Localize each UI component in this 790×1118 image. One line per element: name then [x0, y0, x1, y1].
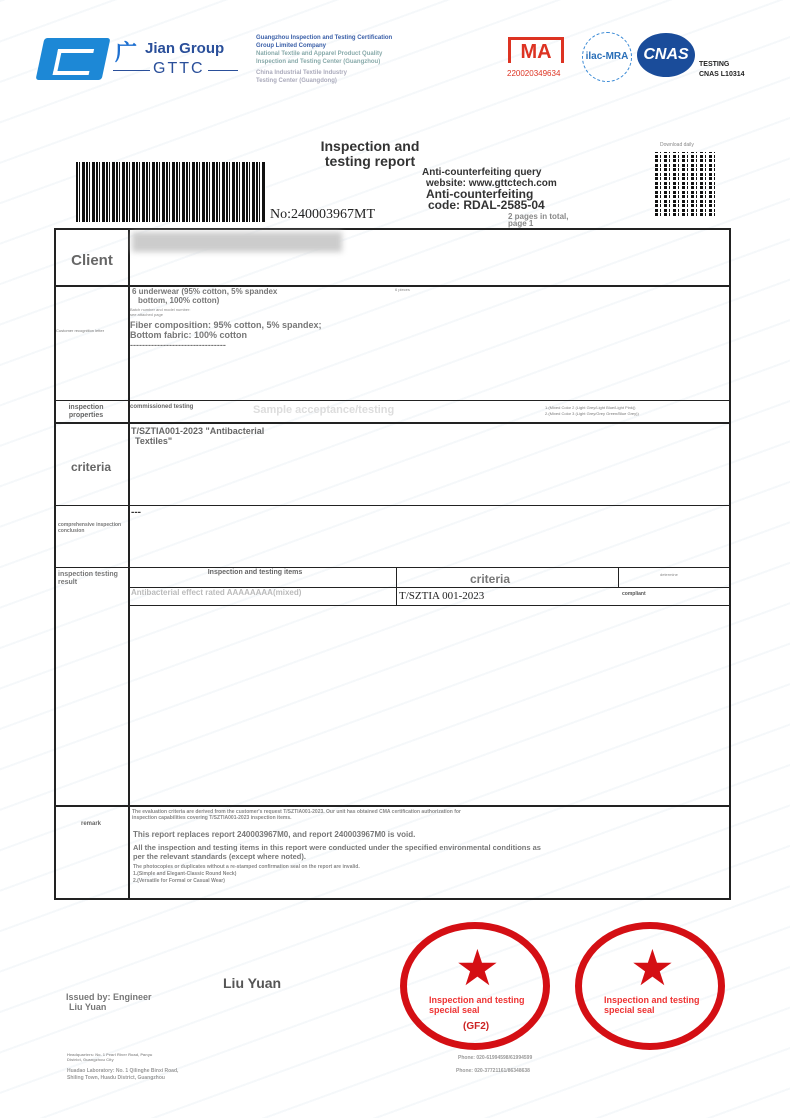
official-seal-2	[575, 922, 725, 1050]
brand-name: Jian Group	[145, 40, 225, 57]
remark-items	[133, 864, 493, 885]
remark-replace-note: This report replaces report 240003967M0, and report 240003967M0 is void.	[133, 830, 416, 839]
color-item: 1.(Mixed Color 2 (Light Grey/Light Blue/Light Pink))	[545, 405, 636, 410]
result-criteria: T/SZTIA 001-2023	[399, 590, 485, 602]
sub-brand: GTTC	[150, 60, 208, 78]
divider	[54, 805, 731, 807]
logo-cn: 广	[115, 40, 138, 65]
issued-by	[66, 992, 152, 1012]
org-line: National Textile and Apparel Product Quality	[256, 51, 383, 57]
anti-code: code: RDAL-2585-04	[428, 198, 545, 212]
criteria-line: Textiles"	[135, 436, 173, 446]
customer-label: Customer recognition letter	[56, 328, 105, 333]
pages-total: 2 pages in total,	[508, 212, 569, 221]
criteria-line: T/SZTIA001-2023 "Antibacterial	[131, 426, 265, 436]
phone-2: Phone: 020-37721161/86348638	[456, 1068, 530, 1074]
result-item: Antibacterial effect rated AAAAAAAA(mixed)	[131, 588, 302, 597]
issued-label: Issued by: Engineer	[66, 992, 152, 1002]
testing-label: TESTING	[699, 61, 730, 68]
seal-code: (GF2)	[463, 1021, 490, 1032]
sample-description	[132, 287, 277, 305]
org-names	[256, 34, 392, 85]
report-number: No:240003967MT	[270, 207, 375, 222]
divider	[54, 505, 731, 506]
anti-website[interactable]: website: www.gttctech.com	[426, 178, 557, 189]
remark-label: remark	[80, 821, 101, 827]
divider	[54, 400, 731, 401]
barcode-icon	[76, 162, 266, 222]
title-line: testing report	[324, 153, 416, 169]
remark-criteria-note: The evaluation criteria are derived from the customer's request T/SZTIA001-2023. Our unit has obtained CMA certification authorization for inspection capabilities covering T/SZTIA001-2023 inspection items.	[132, 809, 461, 821]
org-line: Inspection and Testing Center (Guangzhou)	[256, 59, 381, 65]
col-determine-header: determine	[660, 572, 678, 577]
batch-note	[130, 307, 190, 317]
remark-copies: The photocopies or duplicates without a re-stamped confirmation seal on the report are invalid.	[133, 864, 360, 870]
sample-line: 6 underwear (95% cotton, 5% spandex	[132, 287, 278, 296]
properties-value: commissioned testing	[130, 404, 194, 410]
remark-item: 2.(Versatile for Formal or Casual Wear)	[133, 878, 225, 884]
fiber-dashes: --------------------------------	[130, 340, 226, 350]
color-item: 2.(Mixed Color 3 (Light Grey/Grey Green/Blue Grey))	[545, 411, 639, 416]
qr-code-icon[interactable]	[655, 152, 717, 216]
divider	[396, 567, 397, 605]
divider	[54, 422, 731, 424]
anti-counterfeit-info	[422, 167, 557, 211]
report-title	[300, 139, 440, 169]
batch-line: see attached page	[130, 312, 163, 317]
criteria-value	[131, 426, 264, 446]
acceptance-label: Sample acceptance/testing	[253, 404, 395, 416]
seal-text: Inspection and testing special seal	[429, 995, 525, 1015]
hq-address: Headquarters: No. 1 Pearl River Road, Panyu District, Guangzhou City	[67, 1052, 153, 1062]
org-line: China Industrial Textile Industry	[256, 70, 347, 76]
fiber-line: Fiber composition: 95% cotton, 5% spandex;	[130, 320, 322, 330]
seal-text: Inspection and testing special seal	[604, 995, 700, 1015]
cma-logo: MA	[508, 37, 564, 63]
result-label: inspection testing result	[58, 571, 118, 586]
page-number: page 1	[508, 219, 534, 228]
color-list	[545, 405, 639, 417]
sample-line: bottom, 100% cotton)	[138, 296, 220, 305]
divider	[54, 567, 731, 568]
client-label: Client	[71, 252, 113, 269]
criteria-label: criteria	[70, 460, 112, 474]
anti-query: Anti-counterfeiting query	[422, 167, 542, 178]
result-determine: compliant	[622, 591, 646, 597]
page-count	[508, 213, 568, 227]
col-criteria-header: criteria	[470, 572, 511, 586]
divider	[618, 567, 619, 587]
title-line: Inspection and	[320, 138, 420, 154]
remark-environment-note: All the inspection and testing items in this report were conducted under the specified environmental conditions as per the relevant standards (except where noted).	[133, 843, 541, 861]
star-icon: ★	[455, 940, 500, 996]
pieces: 6 pieces	[395, 287, 410, 292]
qr-caption: Download daily	[660, 142, 694, 148]
cnas-logo: CNAS	[637, 33, 695, 77]
conclusion-label: comprehensive inspection conclusion	[58, 522, 122, 534]
org-line: Testing Center (Guangdong)	[256, 78, 337, 84]
anti-label: Anti-counterfeiting	[426, 187, 534, 201]
ilac-logo: ilac-MRA	[582, 32, 632, 82]
issued-name: Liu Yuan	[69, 1002, 107, 1012]
cma-number: 220020349634	[507, 69, 561, 78]
fiber-composition	[130, 320, 322, 350]
star-icon: ★	[630, 940, 675, 996]
col-items-header: Inspection and testing items	[207, 569, 303, 576]
official-seal-1	[400, 922, 550, 1050]
batch-line: Batch number and model number:	[130, 307, 191, 312]
fiber-line: Bottom fabric: 100% cotton	[130, 330, 248, 340]
phone-1: Phone: 020-61994598/61994599	[458, 1055, 533, 1061]
org-line: Group Limited Company	[256, 43, 327, 49]
org-line: Guangzhou Inspection and Testing Certification	[256, 35, 393, 41]
signature: Liu Yuan	[223, 975, 282, 991]
gttc-logo-icon	[36, 38, 111, 80]
client-name-redacted	[132, 232, 342, 252]
conclusion-value: ---	[131, 507, 141, 518]
properties-label: inspection properties	[68, 404, 104, 419]
cnas-number: CNAS L10314	[699, 71, 745, 78]
remark-item: 1.(Simple and Elegant-Classic Round Neck)	[133, 871, 237, 877]
lab-address: Huadao Laboratory: No. 1 Qilinghe Binxi Road, Shiling Town, Huadu District, Guangzhou	[67, 1068, 179, 1081]
divider	[129, 605, 731, 606]
